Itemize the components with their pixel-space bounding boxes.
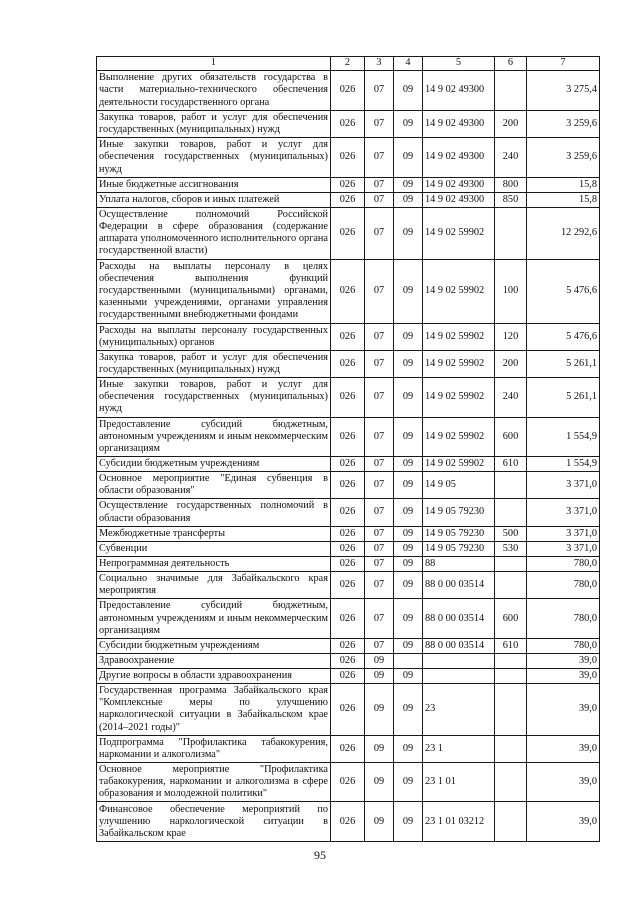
table-row (97, 138, 600, 177)
row-expense-type: 530 (495, 541, 527, 556)
row-target-code: 14 9 02 59902 (423, 456, 495, 471)
row-admin-code: 026 (331, 599, 365, 638)
row-expense-type: 240 (495, 138, 527, 177)
row-name: Предоставление субсидий бюджетным, автономным учреждениям и иным некоммерческим организациям (97, 417, 331, 456)
row-amount: 1 554,9 (527, 417, 600, 456)
row-subsection: 09 (394, 207, 423, 259)
page-number: 95 (314, 848, 326, 862)
row-amount: 3 371,0 (527, 541, 600, 556)
row-expense-type: 600 (495, 599, 527, 638)
row-subsection: 09 (394, 323, 423, 350)
row-admin-code: 026 (331, 638, 365, 653)
row-expense-type: 100 (495, 259, 527, 323)
row-amount: 15,8 (527, 192, 600, 207)
row-subsection: 09 (394, 138, 423, 177)
row-name: Расходы на выплаты персоналу государственных (муниципальных) органов (97, 323, 331, 350)
row-name: Уплата налогов, сборов и иных платежей (97, 192, 331, 207)
row-admin-code: 026 (331, 456, 365, 471)
row-expense-type: 240 (495, 378, 527, 417)
row-admin-code: 026 (331, 192, 365, 207)
row-target-code: 23 1 01 (423, 763, 495, 802)
row-admin-code: 026 (331, 323, 365, 350)
row-amount: 39,0 (527, 763, 600, 802)
row-name: Подпрограмма "Профилактика табакокурения, наркомании и алкоголизма" (97, 735, 331, 762)
row-amount: 5 476,6 (527, 259, 600, 323)
row-expense-type: 120 (495, 323, 527, 350)
row-expense-type (495, 472, 527, 499)
row-amount: 780,0 (527, 572, 600, 599)
row-subsection: 09 (394, 378, 423, 417)
row-amount: 3 259,6 (527, 111, 600, 138)
row-admin-code: 026 (331, 669, 365, 684)
row-name: Расходы на выплаты персоналу в целях обеспечения выполнения функций государственными (муниципальными) органами, казенными учреждениями, органами управления государственными внебюджетными фондами (97, 259, 331, 323)
row-section: 07 (365, 541, 394, 556)
table-row (97, 350, 600, 377)
row-amount: 3 259,6 (527, 138, 600, 177)
table-row (97, 556, 600, 571)
row-section: 07 (365, 192, 394, 207)
table-row (97, 599, 600, 638)
row-target-code: 14 9 02 59902 (423, 259, 495, 323)
row-section: 07 (365, 138, 394, 177)
row-target-code: 14 9 05 79230 (423, 526, 495, 541)
row-target-code: 88 0 00 03514 (423, 638, 495, 653)
column-header: 6 (495, 57, 527, 71)
row-name: Иные закупки товаров, работ и услуг для обеспечения государственных (муниципальных) нужд (97, 378, 331, 417)
row-target-code: 14 9 02 49300 (423, 177, 495, 192)
row-section: 07 (365, 472, 394, 499)
table-row (97, 653, 600, 668)
table-row (97, 499, 600, 526)
row-target-code: 14 9 02 59902 (423, 378, 495, 417)
row-amount: 39,0 (527, 735, 600, 762)
row-subsection: 09 (394, 599, 423, 638)
row-amount: 1 554,9 (527, 456, 600, 471)
row-admin-code: 026 (331, 111, 365, 138)
table-row (97, 111, 600, 138)
row-name: Осуществление полномочий Российской Федерации в сфере образования (содержание аппарата уполномоченного исполнительного органа государственной власти) (97, 207, 331, 259)
row-subsection: 09 (394, 177, 423, 192)
row-amount: 5 476,6 (527, 323, 600, 350)
row-section: 07 (365, 556, 394, 571)
row-admin-code: 026 (331, 472, 365, 499)
row-name: Финансовое обеспечение мероприятий по улучшению наркологической ситуации в Забайкальском крае (97, 802, 331, 842)
row-subsection: 09 (394, 763, 423, 802)
row-target-code (423, 669, 495, 684)
table-row (97, 638, 600, 653)
row-target-code: 14 9 02 59902 (423, 323, 495, 350)
row-name: Выполнение других обязательств государства в части материально-технического обеспечения деятельности государственного органа (97, 71, 331, 111)
row-expense-type (495, 207, 527, 259)
row-subsection: 09 (394, 417, 423, 456)
column-number-row (97, 57, 600, 71)
table-row (97, 177, 600, 192)
row-section: 09 (365, 735, 394, 762)
row-admin-code: 026 (331, 499, 365, 526)
row-amount: 780,0 (527, 599, 600, 638)
row-expense-type (495, 669, 527, 684)
row-amount: 39,0 (527, 684, 600, 736)
row-admin-code: 026 (331, 735, 365, 762)
column-header: 5 (423, 57, 495, 71)
row-admin-code: 026 (331, 177, 365, 192)
row-amount: 15,8 (527, 177, 600, 192)
row-subsection: 09 (394, 71, 423, 111)
row-amount: 780,0 (527, 556, 600, 571)
row-name: Осуществление государственных полномочий в области образования (97, 499, 331, 526)
row-name: Иные бюджетные ассигнования (97, 177, 331, 192)
table-row (97, 802, 600, 842)
row-subsection: 09 (394, 350, 423, 377)
row-admin-code: 026 (331, 207, 365, 259)
row-target-code: 14 9 02 49300 (423, 138, 495, 177)
row-expense-type (495, 802, 527, 842)
row-section: 07 (365, 638, 394, 653)
row-subsection: 09 (394, 572, 423, 599)
row-subsection: 09 (394, 192, 423, 207)
row-target-code: 14 9 02 59902 (423, 350, 495, 377)
row-target-code (423, 653, 495, 668)
row-expense-type (495, 735, 527, 762)
table-row (97, 684, 600, 736)
row-name: Субвенции (97, 541, 331, 556)
row-section: 07 (365, 71, 394, 111)
row-expense-type: 200 (495, 350, 527, 377)
table-row (97, 71, 600, 111)
row-name: Основное мероприятие "Единая субвенция в области образования" (97, 472, 331, 499)
row-name: Субсидии бюджетным учреждениям (97, 638, 331, 653)
row-subsection: 09 (394, 456, 423, 471)
table-row (97, 541, 600, 556)
row-expense-type: 500 (495, 526, 527, 541)
row-expense-type: 610 (495, 456, 527, 471)
row-expense-type: 800 (495, 177, 527, 192)
row-subsection: 09 (394, 472, 423, 499)
row-target-code: 14 9 02 59902 (423, 417, 495, 456)
row-section: 07 (365, 207, 394, 259)
table-row (97, 417, 600, 456)
row-section: 09 (365, 802, 394, 842)
row-section: 07 (365, 572, 394, 599)
row-amount: 3 371,0 (527, 526, 600, 541)
table-row (97, 763, 600, 802)
table-row (97, 323, 600, 350)
row-amount: 5 261,1 (527, 378, 600, 417)
row-subsection: 09 (394, 259, 423, 323)
table-row (97, 572, 600, 599)
row-admin-code: 026 (331, 378, 365, 417)
row-section: 09 (365, 684, 394, 736)
row-name: Основное мероприятие "Профилактика табакокурения, наркомании и алкоголизма в сфере образования и молодежной политики" (97, 763, 331, 802)
row-name: Здравоохранение (97, 653, 331, 668)
row-target-code: 14 9 02 59902 (423, 207, 495, 259)
row-section: 07 (365, 456, 394, 471)
row-admin-code: 026 (331, 350, 365, 377)
row-amount: 3 275,4 (527, 71, 600, 111)
row-admin-code: 026 (331, 653, 365, 668)
row-target-code: 23 1 (423, 735, 495, 762)
row-admin-code: 026 (331, 556, 365, 571)
row-section: 07 (365, 378, 394, 417)
row-target-code: 88 (423, 556, 495, 571)
row-target-code: 14 9 05 79230 (423, 499, 495, 526)
row-name: Предоставление субсидий бюджетным, автономным учреждениям и иным некоммерческим организациям (97, 599, 331, 638)
row-amount: 3 371,0 (527, 472, 600, 499)
row-section: 09 (365, 763, 394, 802)
row-amount: 12 292,6 (527, 207, 600, 259)
row-subsection: 09 (394, 556, 423, 571)
row-name: Непрограммная деятельность (97, 556, 331, 571)
row-name: Закупка товаров, работ и услуг для обеспечения государственных (муниципальных) нужд (97, 350, 331, 377)
row-amount: 39,0 (527, 653, 600, 668)
row-admin-code: 026 (331, 526, 365, 541)
row-name: Межбюджетные трансферты (97, 526, 331, 541)
row-target-code: 14 9 02 49300 (423, 111, 495, 138)
table-row (97, 259, 600, 323)
row-target-code: 14 9 05 (423, 472, 495, 499)
row-section: 09 (365, 653, 394, 668)
row-section: 07 (365, 526, 394, 541)
row-name: Иные закупки товаров, работ и услуг для обеспечения государственных (муниципальных) нужд (97, 138, 331, 177)
row-expense-type (495, 556, 527, 571)
row-admin-code: 026 (331, 763, 365, 802)
row-amount: 39,0 (527, 802, 600, 842)
row-admin-code: 026 (331, 572, 365, 599)
row-expense-type (495, 71, 527, 111)
column-header: 7 (527, 57, 600, 71)
row-subsection: 09 (394, 541, 423, 556)
row-target-code: 88 0 00 03514 (423, 572, 495, 599)
row-section: 07 (365, 259, 394, 323)
row-target-code: 23 1 01 03212 (423, 802, 495, 842)
table-row (97, 207, 600, 259)
row-amount: 780,0 (527, 638, 600, 653)
row-expense-type: 610 (495, 638, 527, 653)
row-section: 09 (365, 669, 394, 684)
row-target-code: 14 9 02 49300 (423, 192, 495, 207)
row-section: 07 (365, 111, 394, 138)
column-header: 2 (331, 57, 365, 71)
row-subsection: 09 (394, 526, 423, 541)
row-subsection: 09 (394, 684, 423, 736)
table-row (97, 192, 600, 207)
row-expense-type (495, 763, 527, 802)
row-name: Закупка товаров, работ и услуг для обеспечения государственных (муниципальных) нужд (97, 111, 331, 138)
row-target-code: 14 9 02 49300 (423, 71, 495, 111)
row-subsection: 09 (394, 111, 423, 138)
column-header: 3 (365, 57, 394, 71)
row-expense-type: 600 (495, 417, 527, 456)
row-expense-type: 850 (495, 192, 527, 207)
budget-table (96, 56, 600, 842)
row-expense-type (495, 684, 527, 736)
column-header: 4 (394, 57, 423, 71)
row-subsection: 09 (394, 499, 423, 526)
row-expense-type (495, 572, 527, 599)
row-section: 07 (365, 417, 394, 456)
row-subsection: 09 (394, 802, 423, 842)
row-admin-code: 026 (331, 802, 365, 842)
row-amount: 5 261,1 (527, 350, 600, 377)
row-name: Государственная программа Забайкальского края "Комплексные меры по улучшению наркологической ситуации в Забайкальском крае (2014–2021 годы)" (97, 684, 331, 736)
row-admin-code: 026 (331, 417, 365, 456)
table-row (97, 472, 600, 499)
row-name: Другие вопросы в области здравоохранения (97, 669, 331, 684)
table-row (97, 526, 600, 541)
row-amount: 3 371,0 (527, 499, 600, 526)
row-subsection (394, 653, 423, 668)
row-admin-code: 026 (331, 259, 365, 323)
table-row (97, 669, 600, 684)
row-name: Социально значимые для Забайкальского края мероприятия (97, 572, 331, 599)
row-amount: 39,0 (527, 669, 600, 684)
row-expense-type (495, 499, 527, 526)
row-subsection: 09 (394, 669, 423, 684)
row-section: 07 (365, 599, 394, 638)
row-admin-code: 026 (331, 138, 365, 177)
table-row (97, 456, 600, 471)
row-expense-type: 200 (495, 111, 527, 138)
table-row (97, 735, 600, 762)
row-section: 07 (365, 177, 394, 192)
row-target-code: 88 0 00 03514 (423, 599, 495, 638)
table-row (97, 378, 600, 417)
row-section: 07 (365, 499, 394, 526)
row-subsection: 09 (394, 638, 423, 653)
row-subsection: 09 (394, 735, 423, 762)
row-target-code: 14 9 05 79230 (423, 541, 495, 556)
row-expense-type (495, 653, 527, 668)
row-admin-code: 026 (331, 684, 365, 736)
row-admin-code: 026 (331, 71, 365, 111)
row-target-code: 23 (423, 684, 495, 736)
row-name: Субсидии бюджетным учреждениям (97, 456, 331, 471)
column-header: 1 (97, 57, 331, 71)
row-section: 07 (365, 350, 394, 377)
row-section: 07 (365, 323, 394, 350)
row-admin-code: 026 (331, 541, 365, 556)
